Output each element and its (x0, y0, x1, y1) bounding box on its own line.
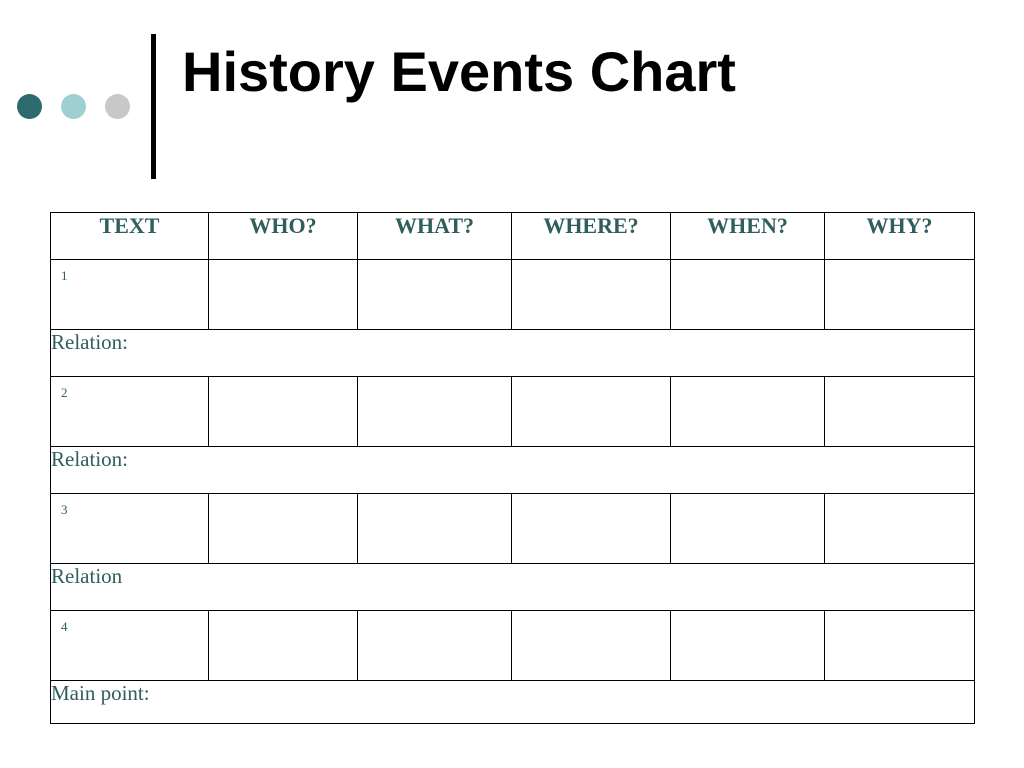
event-number: 3 (61, 502, 68, 517)
why-cell[interactable] (825, 260, 975, 330)
title-divider (151, 34, 156, 179)
history-events-table (50, 212, 975, 724)
who-cell[interactable] (209, 611, 358, 681)
event-text-cell[interactable] (51, 260, 209, 330)
where-cell[interactable] (512, 494, 671, 564)
when-cell[interactable] (671, 377, 825, 447)
main-point-cell[interactable]: Main point: (51, 681, 975, 724)
when-cell[interactable] (671, 494, 825, 564)
page-title: History Events Chart (182, 40, 736, 103)
who-cell[interactable] (209, 494, 358, 564)
event-number: 1 (61, 268, 68, 283)
where-cell[interactable] (512, 377, 671, 447)
relation-cell[interactable]: Relation: (51, 330, 975, 377)
decorative-dot-1 (17, 94, 42, 119)
header-what: WHAT? (358, 213, 512, 260)
why-cell[interactable] (825, 377, 975, 447)
who-cell[interactable] (209, 377, 358, 447)
who-cell[interactable] (209, 260, 358, 330)
what-cell[interactable] (358, 377, 512, 447)
why-cell[interactable] (825, 494, 975, 564)
header-where: WHERE? (512, 213, 671, 260)
relation-row-1 (51, 330, 975, 377)
when-cell[interactable] (671, 260, 825, 330)
event-text-cell[interactable] (51, 611, 209, 681)
decorative-dot-2 (61, 94, 86, 119)
event-text-cell[interactable] (51, 494, 209, 564)
where-cell[interactable] (512, 611, 671, 681)
header-when: WHEN? (671, 213, 825, 260)
event-text-cell[interactable] (51, 377, 209, 447)
event-row-3 (51, 494, 975, 564)
event-number: 4 (61, 619, 68, 634)
why-cell[interactable] (825, 611, 975, 681)
decorative-dot-3 (105, 94, 130, 119)
relation-row-3 (51, 564, 975, 611)
event-row-4 (51, 611, 975, 681)
relation-cell[interactable]: Relation: (51, 447, 975, 494)
event-row-2 (51, 377, 975, 447)
event-number: 2 (61, 385, 68, 400)
header-why: WHY? (825, 213, 975, 260)
relation-cell[interactable]: Relation (51, 564, 975, 611)
when-cell[interactable] (671, 611, 825, 681)
where-cell[interactable] (512, 260, 671, 330)
header-text: TEXT (51, 213, 209, 260)
header-row (51, 213, 975, 260)
header-who: WHO? (209, 213, 358, 260)
relation-row-2 (51, 447, 975, 494)
what-cell[interactable] (358, 260, 512, 330)
event-row-1 (51, 260, 975, 330)
main-point-row (51, 681, 975, 724)
what-cell[interactable] (358, 611, 512, 681)
what-cell[interactable] (358, 494, 512, 564)
